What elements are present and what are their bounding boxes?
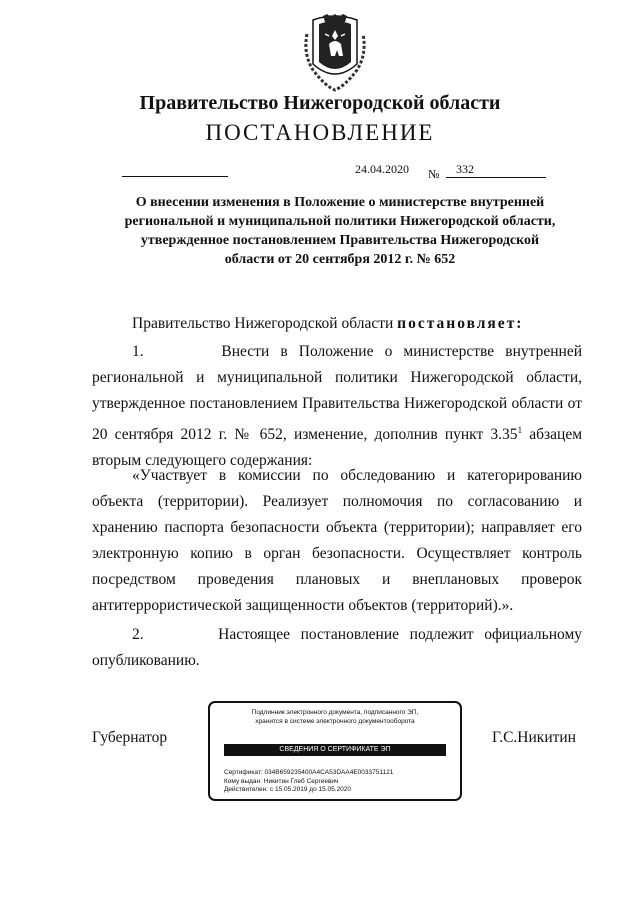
p1-text: Внести в Положение о министерстве внутренней региональной и муниципальной политики Нижегородской области, утвержденное постановлением Правительства Нижегородской области от 20 сентября 2012 г. № 652, изменение, дополнив пункт 3.35 — [92, 343, 582, 444]
date-blank-line — [122, 176, 228, 177]
document-number: 332 — [446, 162, 546, 178]
stamp-line-1: Подлинник электронного документа, подписанного ЭП, — [251, 709, 419, 716]
document-date: 24.04.2020 — [355, 162, 409, 176]
stamp-valid-value: с 15.05.2019 до 15.05.2020 — [269, 786, 352, 793]
intro-text: Правительство Нижегородской области — [132, 315, 394, 332]
signatory-title: Губернатор — [92, 729, 168, 746]
p1-text-end: абзацем вторым следующего содержания: — [92, 426, 583, 470]
stamp-issued-value: Никитин Глеб Сергеевич — [263, 777, 339, 785]
p2-text: Настоящее постановление подлежит официальному опубликованию. — [92, 626, 582, 669]
stamp-cert-row — [224, 769, 454, 778]
stamp-certificate-bar: СВЕДЕНИЯ О СЕРТИФИКАТЕ ЭП — [224, 744, 446, 756]
stamp-issued-label: Кому выдан: — [224, 777, 262, 785]
p2-number: 2. — [132, 626, 144, 643]
intro-paragraph — [92, 311, 582, 337]
stamp-cert-value: 034B659235400A4CA53DAA4E0033751121 — [264, 769, 394, 776]
signatory-name: Г.С.Никитин — [492, 729, 576, 746]
stamp-cert-label: Сертификат: — [224, 769, 263, 776]
coat-of-arms-emblem — [303, 14, 367, 94]
p1-number: 1. — [132, 343, 144, 360]
intro-resolves: постановляет: — [397, 315, 524, 332]
stamp-line-2: хранится в системе электронного документооборота — [255, 718, 415, 725]
stamp-issued-row — [224, 778, 454, 787]
p1-superscript: 1 — [517, 425, 523, 435]
stamp-valid-label: Действителен: — [224, 786, 269, 793]
paragraph-2 — [92, 622, 582, 674]
document-subject: О внесении изменения в Положение о министерстве внутренней региональной и муниципальной политики Нижегородской области, утвержденное постановлением Правительства Нижегородской области от 20 сентября 2012 г. № 652 — [124, 195, 556, 267]
stamp-details — [224, 769, 454, 795]
doc-type-title: ПОСТАНОВЛЕНИЕ — [205, 120, 435, 145]
stamp-valid-row — [224, 786, 454, 795]
stamp-header — [210, 708, 460, 726]
org-title: Правительство Нижегородской области — [139, 92, 501, 114]
electronic-signature-stamp — [208, 701, 462, 801]
number-sign: № — [428, 167, 440, 181]
quoted-addition: «Участвует в комиссии по обследованию и категорированию объекта (территории). Реализует полномочия по согласованию и хранению паспорта безопасности объекта (территории); направляет его электронную копию в орган безопасности. Осуществляет контроль посредством проведения плановых и внеплановых проверок антитеррористической защищенности объектов (территорий).». — [92, 467, 582, 614]
paragraph-1 — [92, 339, 582, 474]
